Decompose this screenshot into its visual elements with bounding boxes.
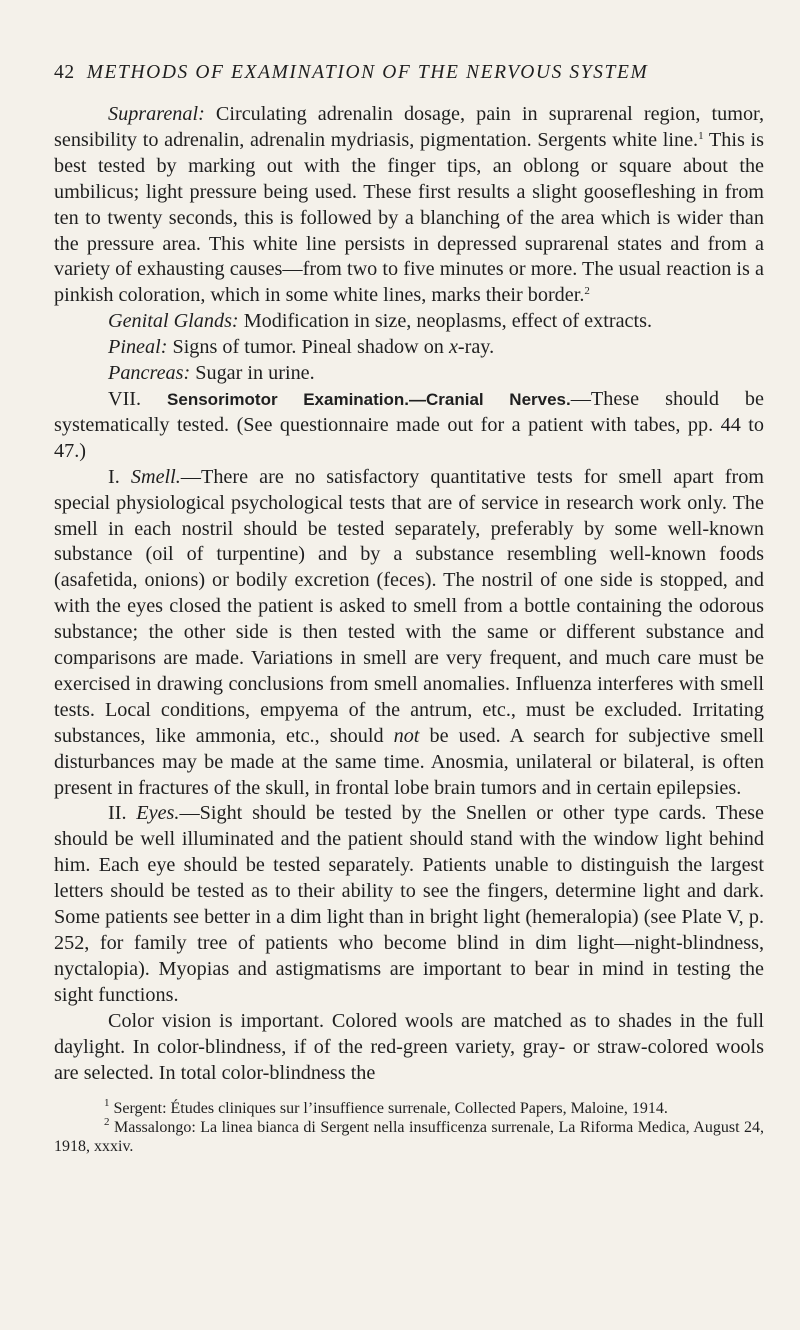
suprarenal-text-2: This is best tested by marking out with the finger tips, an oblong or square about the umbilicus; light pressure being used. These first results a slight goosefleshing in from ten to twenty seconds, this is followed by a blanching of the area which is wider than the pressure area. This white line persists in depressed suprarenal states and from a variety of exhausting causes—from two to five minutes or more. The usual reaction is a pinkish coloration, which in some white lines, marks their border.	[54, 128, 764, 307]
pancreas-text: Sugar in urine.	[190, 362, 315, 385]
pineal-text-2: -ray.	[457, 336, 495, 359]
footnote-1	[54, 1097, 764, 1119]
eyes-text: —Sight should be tested by the Snellen or other type cards. These should be well illuminated and the patient should stand with the window light behind him. Each eye should be tested separately. Patients unable to distinguish the largest letters should be tested as to their ability to see the fingers, determine light and dark. Some patients see better in a dim light than in bright light (hemeralopia) (see Plate V, p. 252, for family tree of patients who become blind in dim light—night-blindness, nyctalopia). Myopias and astigmatisms are important to bear in mind in testing the sight functions.	[54, 802, 764, 1006]
smell-text-2: be used. A search for subjective smell disturbances may be made at the same time. Anosmia, unilateral or bilateral, is often present in fractures of the skull, in frontal lobe brain tumors and in certain epilepsies.	[54, 724, 764, 799]
footnotes	[54, 1097, 764, 1156]
paragraph-smell	[54, 465, 764, 802]
pineal-heading: Pineal:	[108, 336, 168, 359]
paragraph-section-vii	[54, 387, 764, 465]
section-vii-heading: Sensorimotor Examination.—Cranial Nerves.	[167, 389, 571, 409]
section-vii-text: —These should be systematically tested. (See questionnaire made out for a patient with tabes, pp. 44 to 47.)	[54, 387, 764, 462]
paragraph-genital	[54, 309, 764, 335]
pancreas-heading: Pancreas:	[108, 362, 191, 385]
footnote-text-1: Sergent: Études cliniques sur l’insuffience surrenale, Collected Papers, Maloine, 1914.	[109, 1100, 668, 1118]
paragraph-color: Color vision is important. Colored wools are matched as to shades in the full daylight. In color-blindness, if of the red-green variety, gray- or straw-colored wools are selected. In total color-blindness the	[54, 1009, 764, 1084]
pineal-x: x	[448, 336, 458, 359]
paragraph-eyes	[54, 801, 764, 1008]
paragraph-pineal	[54, 335, 764, 361]
footnote-ref-1: 1	[698, 129, 704, 142]
genital-heading: Genital Glands:	[108, 310, 239, 333]
eyes-heading: Eyes.	[136, 802, 180, 825]
footnote-2	[54, 1116, 764, 1156]
running-header	[54, 62, 764, 84]
smell-heading: Smell.	[130, 465, 181, 488]
paragraph-suprarenal	[54, 102, 764, 309]
paragraph-pancreas	[54, 361, 764, 387]
book-page	[54, 62, 764, 1156]
smell-text: —There are no satisfactory quantitative tests for smell apart from special physiological psychological tests that are of service in research work only. The smell in each nostril should be tested separately, preferably by some well-known substance (oil of turpentine) and by a substance resembling well-known foods (asafetida, onions) or bodily excretion (feces). The nostril of one side is stopped, and with the eyes closed the patient is asked to smell from a bottle containing the odorous substance; the other side is then tested with the same or different substance and comparisons are made. Variations in smell are very frequent, and much care must be exercised in drawing conclusions from smell anomalies. Influenza interferes with smell tests. Local conditions, empyema of the antrum, etc., must be excluded. Irritating substances, like ammonia, etc., should	[54, 465, 764, 747]
pineal-text: Signs of tumor. Pineal shadow on	[167, 336, 449, 359]
suprarenal-heading: Suprarenal:	[108, 103, 205, 125]
suprarenal-text: Circulating adrenalin dosage, pain in suprarenal region, tumor, sensibility to adrenalin, adrenalin mydriasis, pigmentation. Sergents white line.	[54, 103, 764, 151]
smell-not: not	[393, 724, 420, 747]
genital-text: Modification in size, neoplasms, effect of extracts.	[238, 310, 652, 333]
page-number: 42	[54, 62, 75, 83]
running-title: METHODS OF EXAMINATION OF THE NERVOUS SYSTEM	[86, 62, 649, 83]
eyes-number: II.	[108, 802, 137, 825]
footnote-text-2: Massalongo: La linea bianca di Sergent nella insufficenza surrenale, La Riforma Medica, August 24, 1918, xxxiv.	[54, 1119, 764, 1155]
footnote-ref-2: 2	[584, 285, 590, 298]
footnote-mark-1: 1	[104, 1097, 110, 1110]
section-vii-number: VII.	[108, 387, 168, 410]
smell-number: I.	[108, 465, 131, 488]
footnote-mark-2: 2	[104, 1116, 110, 1129]
